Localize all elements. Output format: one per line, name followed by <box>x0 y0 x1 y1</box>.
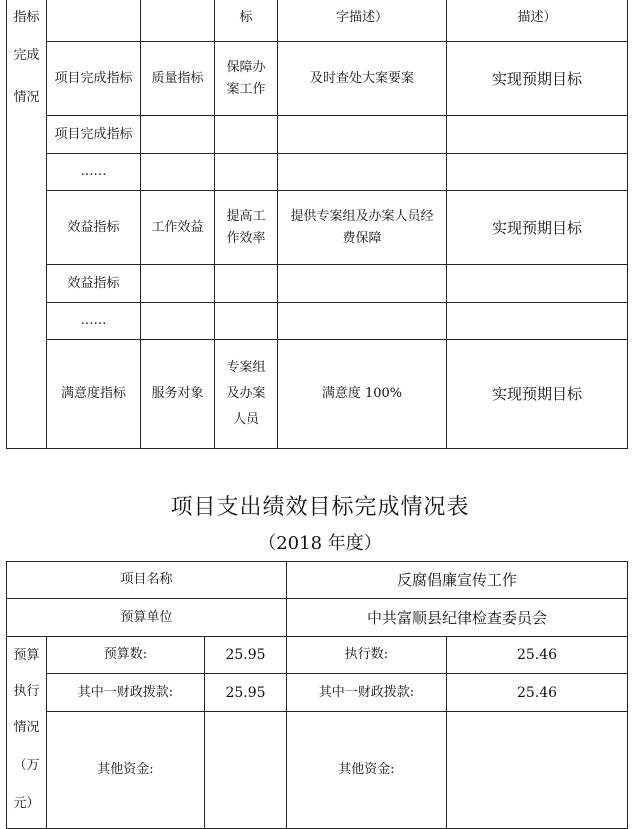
other-funds-label: 其他资金: <box>97 762 154 777</box>
row-target: 满意度 100% <box>321 386 403 401</box>
row-sub-indicator: 服务对象 <box>151 386 204 401</box>
row-indicator: 项目完成指标 <box>54 126 133 142</box>
side-label-line: （万 <box>13 758 40 773</box>
row-detail-line: 及办案 <box>226 386 266 401</box>
side-label-line: 情况 <box>13 720 40 735</box>
table-border <box>627 561 628 829</box>
table-border <box>6 448 628 449</box>
exec-label: 执行数: <box>344 647 389 662</box>
budget-label: 预算数: <box>103 647 148 662</box>
header-col3: 标 <box>239 10 253 25</box>
side-label-line: 预算 <box>13 648 40 663</box>
row-indicator: 效益指标 <box>67 275 120 291</box>
project-name-label: 项目名称 <box>120 572 173 587</box>
row-target-line: 费保障 <box>342 230 382 246</box>
other-funds-exec-label: 其他资金: <box>338 762 395 777</box>
row-result: 实现预期目标 <box>491 69 582 88</box>
row-target-line: 提供专案组及办案人员经 <box>290 208 434 224</box>
side-label-status: 情况 <box>13 90 40 105</box>
header-col4: 字描述） <box>335 10 388 25</box>
row-target <box>278 191 446 264</box>
project-name-value: 反腐倡廉宣传工作 <box>396 571 517 589</box>
row-detail-line: 提高工 <box>226 208 266 224</box>
row-target: 及时查处大案要案 <box>309 70 414 86</box>
row-detail-line: 案工作 <box>226 81 266 97</box>
row-sub-indicator: 工作效益 <box>151 219 204 235</box>
section-subtitle: （2018 年度） <box>258 533 382 554</box>
budget-value: 25.95 <box>225 647 266 663</box>
budget-unit-value: 中共富顺县纪律检查委员会 <box>366 608 547 627</box>
section-title: 项目支出绩效目标完成情况表 <box>170 495 470 520</box>
fiscal-label: 其中一财政拨款: <box>77 684 174 700</box>
row-indicator: 效益指标 <box>67 219 120 235</box>
row-detail-line: 保障办 <box>226 59 266 75</box>
row-detail <box>215 340 277 448</box>
header-indicator: 指标 <box>13 10 40 25</box>
row-indicator: 满意度指标 <box>60 386 126 401</box>
row-detail-line: 作效率 <box>226 230 266 246</box>
fiscal-budget-value: 25.95 <box>225 684 266 701</box>
row-ellipsis: …… <box>80 164 107 179</box>
fiscal-exec-value: 25.46 <box>516 684 558 701</box>
row-detail <box>215 42 277 115</box>
fiscal-exec-label: 其中一财政拨款: <box>318 684 415 700</box>
row-ellipsis: …… <box>80 313 107 328</box>
side-label-line: 元） <box>13 796 40 811</box>
row-detail-line: 人员 <box>232 412 259 427</box>
row-detail-line: 专案组 <box>226 360 266 375</box>
side-label-line: 执行 <box>13 684 40 699</box>
row-sub-indicator: 质量指标 <box>151 70 204 86</box>
budget-unit-label: 预算单位 <box>120 609 173 625</box>
row-detail <box>215 191 277 264</box>
table-border <box>627 0 628 449</box>
row-indicator: 项目完成指标 <box>54 70 133 86</box>
side-label-complete: 完成 <box>13 48 40 63</box>
row-result: 实现预期目标 <box>491 218 582 237</box>
header-col5: 描述） <box>517 10 557 25</box>
exec-value: 25.46 <box>516 647 558 663</box>
row-result: 实现预期目标 <box>491 385 582 403</box>
